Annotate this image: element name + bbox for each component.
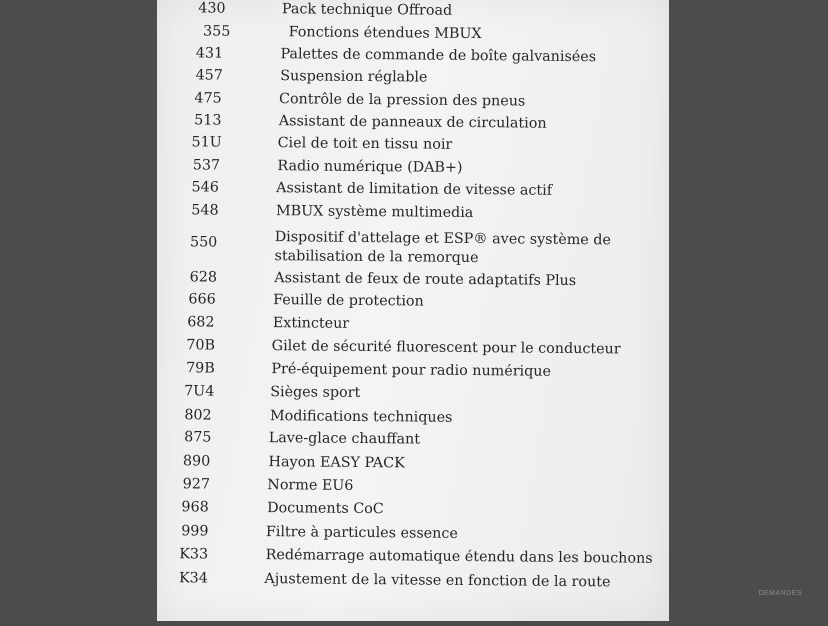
option-code: K34 [178, 570, 208, 587]
option-code: 546 [191, 179, 219, 196]
option-code: 968 [181, 499, 209, 516]
option-description: Feuille de protection [273, 292, 424, 310]
option-description: Contrôle de la pression des pneus [278, 91, 526, 110]
list-item [152, 522, 664, 542]
option-description: Assistant de panneaux de circulation [278, 113, 547, 132]
option-code: 79B [186, 360, 215, 377]
option-code: 430 [198, 0, 226, 17]
option-code: 475 [194, 90, 222, 107]
option-description: Suspension réglable [280, 68, 428, 86]
option-description-continued: stabilisation de la remorque [274, 248, 479, 267]
watermark: DEMANDES [758, 590, 802, 597]
list-item [153, 452, 665, 472]
option-code: 802 [184, 407, 212, 424]
list-item [153, 406, 665, 426]
option-code: 666 [188, 291, 216, 308]
option-description: Ciel de toit en tissu noir [277, 135, 453, 153]
option-description: Dispositif d'attelage et ESP® avec système de [274, 229, 611, 249]
option-code: K33 [179, 546, 209, 563]
option-code: 431 [195, 45, 224, 62]
option-code: 457 [195, 67, 223, 84]
list-item [156, 156, 668, 176]
option-code: 7U4 [184, 383, 215, 400]
options-list [151, 0, 669, 626]
option-description: Hayon EASY PACK [268, 454, 405, 472]
list-item [153, 428, 665, 448]
option-description: Modifications techniques [269, 408, 453, 426]
list-item [154, 336, 666, 358]
option-code: 628 [189, 269, 218, 286]
list-item [152, 475, 664, 494]
option-description: MBUX système multimedia [275, 203, 474, 222]
option-code: 548 [191, 202, 219, 219]
list-item [153, 382, 665, 401]
list-item [156, 133, 668, 153]
list-item [156, 66, 668, 86]
option-code: 927 [182, 476, 211, 493]
option-description: Ajustement de la vitesse en fonction de la route [264, 571, 611, 591]
option-description: Pack technique Offroad [281, 1, 453, 19]
option-description: Documents CoC [267, 500, 384, 518]
list-item [157, 0, 669, 19]
option-code: 682 [187, 314, 215, 331]
list-item [157, 22, 669, 43]
list-item [156, 89, 668, 110]
option-code: 355 [202, 23, 231, 40]
option-code: 550 [189, 234, 218, 251]
option-code: 537 [192, 157, 221, 174]
option-description: Sièges sport [270, 384, 361, 401]
option-code: 890 [182, 453, 211, 470]
list-item [152, 569, 664, 591]
list-item [156, 111, 668, 132]
option-code: 51U [191, 134, 222, 151]
option-description: Lave-glace chauffant [268, 430, 421, 448]
document-page [157, 0, 669, 621]
list-item [152, 545, 664, 567]
option-code: 875 [184, 429, 212, 446]
option-description: Redémarrage automatique étendu dans les bouchons [265, 547, 653, 567]
list-item [154, 313, 666, 332]
list-item [154, 290, 666, 310]
list-item [154, 268, 666, 290]
option-description: Norme EU6 [267, 477, 354, 494]
list-item [152, 498, 664, 518]
option-code: 513 [194, 112, 222, 129]
list-item [157, 44, 669, 66]
list-item [155, 178, 667, 199]
option-description: Gilet de sécurité fluorescent pour le conducteur [271, 338, 621, 358]
option-description: Radio numérique (DAB+) [277, 158, 463, 176]
option-code: 70B [186, 337, 216, 354]
option-code: 999 [181, 523, 209, 540]
option-description: Assistant de feux de route adaptatifs Plus [274, 270, 577, 290]
option-description: Filtre à particules essence [265, 524, 458, 542]
list-item [155, 201, 667, 222]
option-description: Extincteur [272, 315, 350, 332]
list-item [154, 359, 666, 380]
option-description: Palettes de commande de boîte galvanisées [280, 46, 597, 66]
option-description: Assistant de limitation de vitesse actif [276, 180, 553, 199]
option-description: Fonctions étendues MBUX [288, 24, 482, 43]
option-description: Pré-équipement pour radio numérique [271, 361, 552, 380]
